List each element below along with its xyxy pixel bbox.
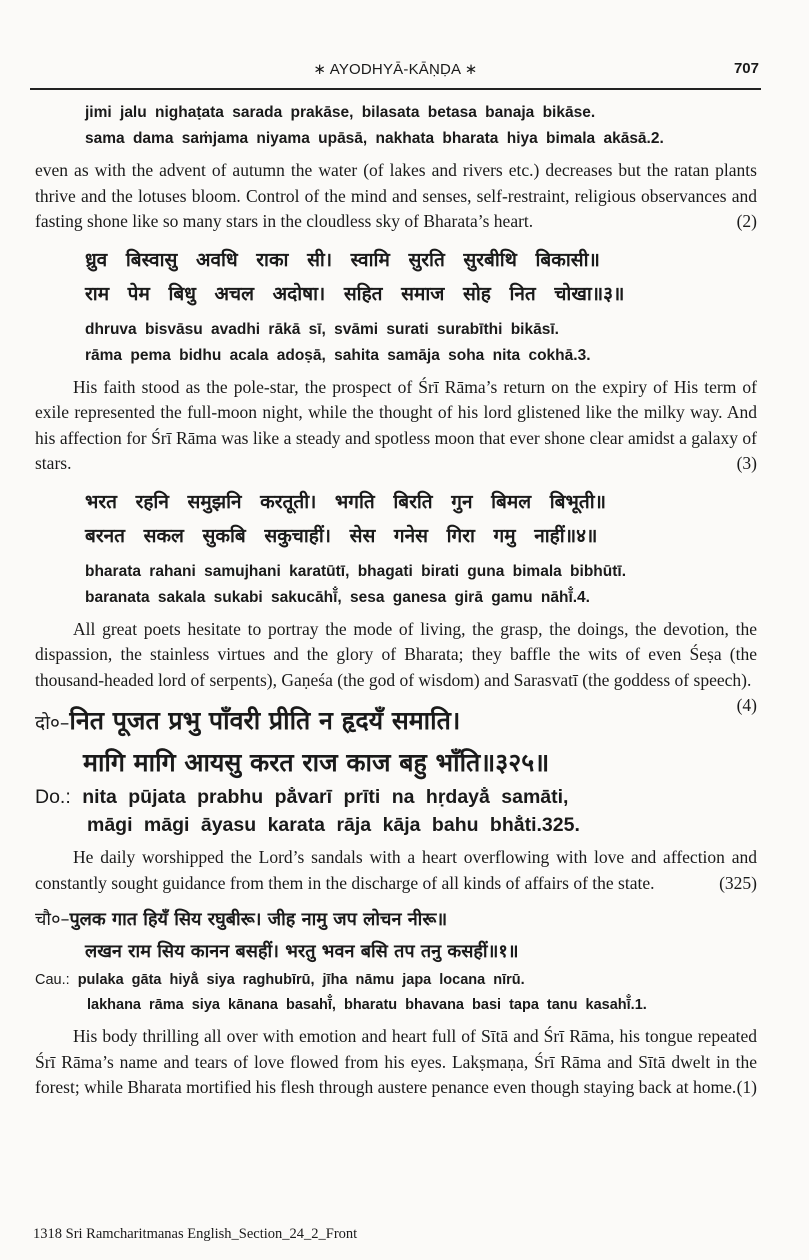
translit-line: nita pūjata prabhu pā̐varī prīti na hṛdayā̐ samāti,	[82, 786, 569, 808]
chaupai-3-transliteration	[35, 317, 757, 369]
chaupai-2-translation	[35, 158, 757, 235]
translit-line: bharata rahani samujhani karatūtī, bhagati birati guna bimala bibhūtī.	[85, 562, 627, 580]
translation-text: His body thrilling all over with emotion and heart full of Sītā and Śrī Rāma, his tongue repeated Śrī Rāma’s name and tears of love flowed from his eyes. Lakṣmaṇa, Śrī Rāma and Sītā dwelt in the forest; while Bharata mortified his flesh through austere penance even though staying back at home.	[35, 1026, 757, 1097]
running-title: ∗ AYODHYĀ-KĀṆḌA ∗	[313, 61, 478, 78]
chaupai-next-devanagari	[35, 904, 757, 968]
verse-number: (4)	[736, 695, 757, 715]
devanagari-line: बरनत सकल सुकबि सकुचाहीं। सेस गनेस गिरा गमु नाहीं॥४॥	[85, 524, 598, 547]
translation-text: All great poets hesitate to portray the mode of living, the grasp, the doings, the devotion, the dispassion, the stainless virtues and the glory of Bharata; they baffle the wits of even Śeṣa (the thousand-headed lord of serpents), Gaṇeśa (the god of wisdom) and Sarasvatī (the goddess of speech).	[35, 618, 757, 690]
devanagari-line: लखन राम सिय कानन बसहीं। भरतु भवन बसि तप तनु कसहीं॥१॥	[85, 941, 519, 962]
translit-line: rāma pema bidhu acala adoṣā, sahita samāja soha nita cokhā.3.	[85, 346, 591, 364]
translation-text: His faith stood as the pole-star, the prospect of Śrī Rāma’s return on the expiry of His term of exile represented the full-moon night, while the thought of his lord glistened like the milky way. And his affection for Śrī Rāma was like a steady and spotless moon that ever shone clear amidst a galaxy of stars.	[35, 376, 757, 473]
chaupai-next-translation	[35, 1024, 757, 1101]
devanagari-line: राम पेम बिधु अचल अदोषा। सहित समाज सोह नित चोखा॥३॥	[85, 282, 625, 305]
translit-line: sama dama saṁjama niyama upāsā, nakhata bharata hiya bimala akāsā.2.	[85, 130, 664, 147]
devanagari-line: मागि मागि आयसु करत राज काज बहु भाँति॥३२५॥	[83, 748, 550, 777]
doha-devanagari	[35, 701, 757, 783]
translit-line: lakhana rāma siya kānana basahī̐, bharatu bhavana basi tapa tanu kasahī̐.1.	[87, 997, 647, 1013]
doha-translit-label: Do.:	[35, 786, 71, 808]
chaupai-next-transliteration	[35, 968, 757, 1018]
chaupai-3-translation	[35, 375, 757, 477]
header-rule	[30, 88, 761, 90]
chaupai-translit-label: Cau.:	[35, 972, 70, 988]
translit-line: jimi jalu nighaṭata sarada prakāse, bilasata betasa banaja bikāse.	[85, 104, 596, 121]
devanagari-line: नित पूजत प्रभु पाँवरी प्रीति न हृदयँ समाति।	[69, 706, 461, 735]
chaupai-3-devanagari	[35, 243, 757, 311]
page-header	[32, 58, 759, 88]
chaupai-4-transliteration	[35, 559, 757, 611]
doha-transliteration	[35, 783, 757, 839]
translation-text: even as with the advent of autumn the water (of lakes and rivers etc.) decreases but the ratan plants thrive and the lotuses bloom. Control of the mind and senses, self-restraint, religious observances and fasting shone like so many stars in the cloudless sky of Bharata’s heart.	[35, 160, 757, 231]
devanagari-line: ध्रुव बिस्वासु अवधि राका सी। स्वामि सुरति सुरबीथि बिकासी॥	[85, 248, 600, 271]
translit-line: māgi māgi āyasu karata rāja kāja bahu bhā̐ti.325.	[87, 814, 580, 836]
translit-line: dhruva bisvāsu avadhi rākā sī, svāmi surati surabīthi bikāsī.	[85, 320, 559, 338]
chaupai-4-devanagari	[35, 485, 757, 553]
doha-label: दो०–	[35, 712, 70, 734]
page-number: 707	[733, 60, 759, 77]
doha-translation	[35, 845, 757, 896]
devanagari-line: भरत रहनि समुझनि करतूती। भगति बिरति गुन बिमल बिभूती॥	[85, 490, 606, 513]
chaupai-4-translation	[35, 617, 757, 715]
verse-number: (1)	[736, 1077, 757, 1097]
translit-line: pulaka gāta hiyā̐ siya raghubīrū, jīha nāmu japa locana nīrū.	[77, 972, 525, 988]
chaupai-2-transliteration	[35, 100, 757, 152]
print-slug: 1318 Sri Ramcharitmanas English_Section_24_2_Front	[33, 1226, 358, 1242]
page-body	[35, 100, 757, 1109]
verse-number: (2)	[736, 211, 757, 231]
translit-line: baranata sakala sukabi sakucāhī̐, sesa ganesa girā gamu nāhī̐.4.	[85, 588, 590, 606]
chaupai-label: चौ०–	[35, 909, 70, 930]
translation-text: He daily worshipped the Lord’s sandals with a heart overflowing with love and affection and constantly sought guidance from them in the discharge of all kinds of affairs of the state.	[35, 847, 757, 893]
verse-number: (325)	[719, 872, 757, 893]
devanagari-line: पुलक गात हियँ सिय रघुबीरू। जीह नामु जप लोचन नीरू॥	[69, 909, 448, 930]
verse-number: (3)	[736, 453, 757, 473]
